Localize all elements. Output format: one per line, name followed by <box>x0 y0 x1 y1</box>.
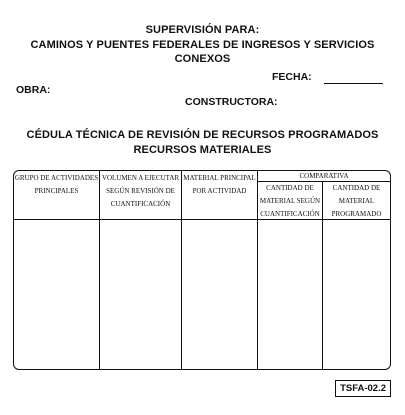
header-line-3: CONEXOS <box>174 53 231 65</box>
header-line-1: SUPERVISIÓN PARA: <box>145 24 260 36</box>
col-header-volumen: VOLUMEN A EJECUTAR SEGÚN REVISIÓN DE CUANTIFICACIÓN <box>101 174 180 208</box>
col-header-comparativa: COMPARATIVA <box>299 172 349 180</box>
fecha-label: FECHA: <box>272 71 312 83</box>
form-code: TSFA-02.2 <box>335 380 391 397</box>
obra-label: OBRA: <box>16 84 51 96</box>
col-header-cantidad-programado: CANTIDAD DE MATERIAL PROGRAMADO <box>331 184 382 218</box>
col-header-cantidad-cuantificacion: CANTIDAD DE MATERIAL SEGÚN CUANTIFICACIÓN <box>259 184 321 218</box>
col-header-actividades: GRUPO DE ACTIVIDADES PRINCIPALES <box>14 174 99 195</box>
section-subtitle: RECURSOS MATERIALES <box>133 144 272 156</box>
col-divider-2 <box>181 171 182 369</box>
col-header-material-principal: MATERIAL PRINCIPAL POR ACTIVIDAD <box>183 174 256 195</box>
header-line-2: CAMINOS Y PUENTES FEDERALES DE INGRESOS Y SERVICIOS <box>30 39 375 51</box>
constructora-label: CONSTRUCTORA: <box>185 96 278 108</box>
fecha-field[interactable] <box>324 83 383 84</box>
section-title: CÉDULA TÉCNICA DE REVISIÓN DE RECURSOS PROGRAMADOS <box>26 129 379 141</box>
